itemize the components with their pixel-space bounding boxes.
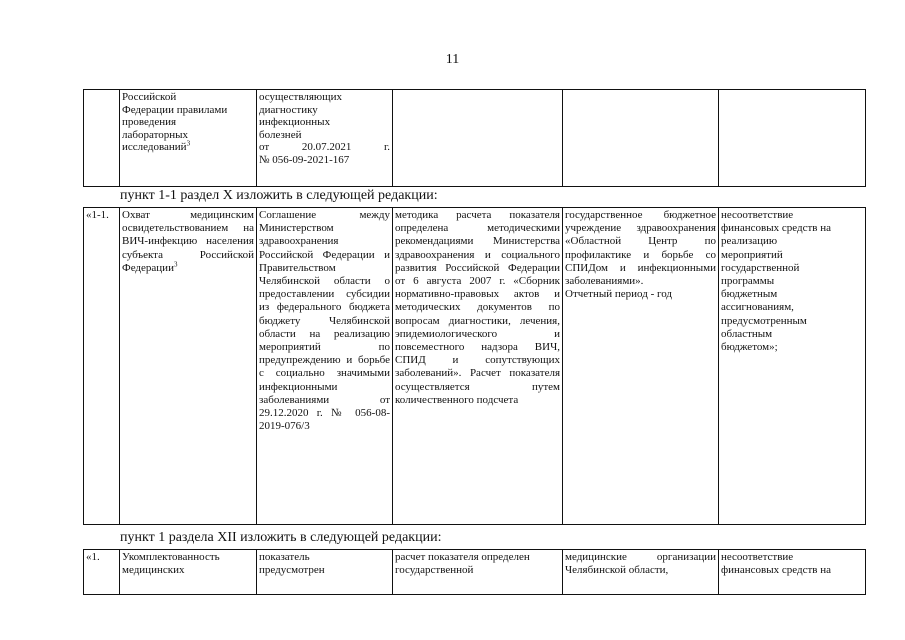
text-line: лабораторных [122, 128, 189, 141]
text-line: проведения [122, 116, 177, 129]
table1-name-cell [120, 90, 257, 187]
table3-method-cell [393, 550, 563, 595]
table2-num-cell: «1-1. [84, 208, 120, 525]
text-line: ассигнованиям, [721, 301, 794, 314]
section-heading-2: пункт 1 раздела XII изложить в следующей редакции: [120, 530, 442, 545]
text-line: программы [721, 275, 775, 288]
table2-agreement-cell: Соглашение между Министерством здравоохранения Российской Федерации и Правительством Челябинской области о предоставлении субсидии из федерального бюджета бюджету Челябинской области на реализацию мероприятий по предупреждению и борьбе с социально значимыми инфекционными заболеваниями от 29.12.2020 г. № 056-08-2019-076/3 [257, 208, 393, 525]
text-line: инфекционных [259, 116, 331, 129]
table1-risk-cell [719, 90, 866, 187]
text-line: областным [721, 327, 773, 340]
table1-agreement-cell [257, 90, 393, 187]
table3-num-cell: «1. [84, 550, 120, 595]
text-line: Российской [122, 91, 177, 103]
text-line: государственной [395, 564, 474, 577]
text-line: бюджетным [721, 288, 778, 301]
responsible-org: государственное бюджетное учреждение здравоохранения «Областной Центр по профилактике и борьбе со СПИДом и инфекционными заболеваниями». [565, 209, 716, 288]
text-fragment: исследований [122, 141, 187, 154]
text-line: Федерации правилами [122, 103, 228, 116]
table-continuation [83, 89, 866, 187]
table-section-12 [83, 549, 866, 595]
reporting-period: Отчетный период - год [565, 288, 673, 301]
text-line: диагностику [259, 103, 318, 116]
text-line: предусмотрен [259, 564, 325, 577]
text-line: мероприятий [721, 248, 783, 261]
indicator-name: Охват медицинским освидетельствованием на ВИЧ-инфекцию населения субъекта Российской Федерации [122, 209, 254, 274]
footnote-marker: 3 [173, 260, 178, 269]
text-line: № 056-09-2021-167 [259, 153, 350, 166]
table2-name-cell [120, 208, 257, 525]
text-line: медицинские организации [565, 551, 716, 563]
text-line [122, 141, 254, 154]
text-line: несоответствие [721, 209, 794, 221]
table3-name-cell [120, 550, 257, 595]
text-line: реализацию [721, 235, 778, 248]
text-line: предусмотренным [721, 314, 807, 327]
table2-responsible-cell [563, 208, 719, 525]
text-line: медицинских [122, 564, 185, 577]
table3-responsible-cell [563, 550, 719, 595]
text-line: финансовых средств на [721, 564, 832, 577]
table3-risk-cell [719, 550, 866, 595]
text-line: несоответствие [721, 551, 794, 563]
table2-method-cell: методика расчета показателя определена методическими рекомендациями Министерства здравоохранения и социального развития Российской Федерации от 6 августа 2007 г. «Сборник нормативно-правовых актов и методических документов по вопросам диагностики, лечения, эпидемиологического и повсеместного надзора ВИЧ, СПИД и сопутствующих заболеваний». Расчет показателя осуществляется путем количественного подсчета [393, 208, 563, 525]
table-indicator-1-1 [83, 207, 866, 525]
table3-agreement-cell [257, 550, 393, 595]
table2-risk-cell [719, 208, 866, 525]
text-line: государственной [721, 261, 800, 274]
table1-num-cell [84, 90, 120, 187]
section-heading-1: пункт 1-1 раздел X изложить в следующей редакции: [120, 188, 438, 203]
footnote-marker: 3 [186, 139, 191, 148]
text-line: от 20.07.2021 г. [259, 141, 390, 154]
table1-responsible-cell [563, 90, 719, 187]
text-line: болезней [259, 128, 302, 141]
text-line: бюджетом»; [721, 341, 778, 354]
page-number: 11 [445, 52, 460, 67]
table1-method-cell [393, 90, 563, 187]
text-line: Укомплектованность [122, 551, 220, 563]
text-line: осуществляющих [259, 91, 342, 103]
text-line: показатель [259, 551, 310, 563]
text-line: Челябинской области, [565, 564, 669, 577]
text-line: расчет показателя определен [395, 551, 530, 563]
text-line: финансовых средств на [721, 222, 832, 235]
